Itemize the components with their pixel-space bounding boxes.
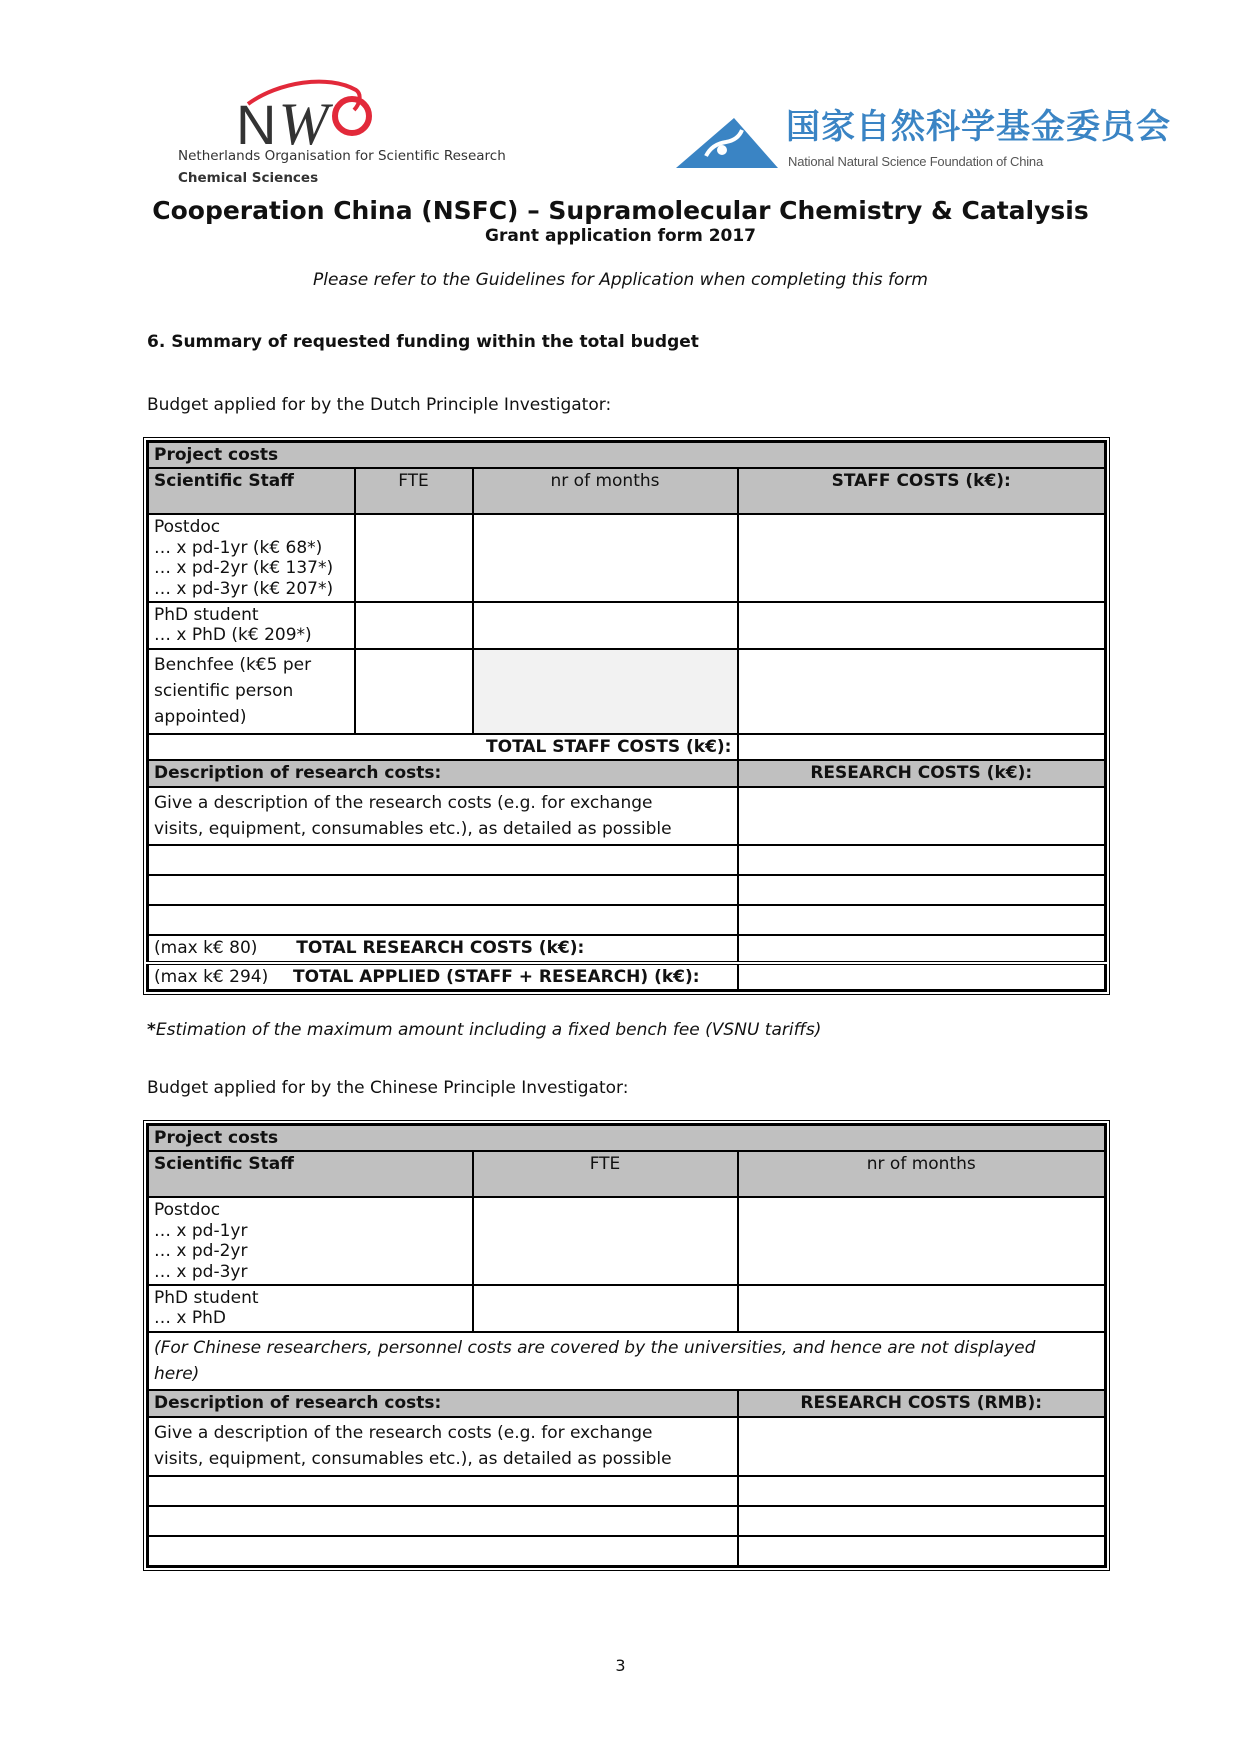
table-row-postdoc xyxy=(148,1197,1106,1285)
research-cost-field[interactable] xyxy=(738,1476,1106,1506)
research-row xyxy=(148,1506,1106,1536)
total-applied-max: (max k€ 294) xyxy=(154,966,269,987)
total-applied-field[interactable] xyxy=(738,963,1106,991)
total-staff-row xyxy=(148,734,1106,760)
staff-column-header-row xyxy=(148,468,1106,514)
research-row xyxy=(148,1476,1106,1506)
table-row-benchfee xyxy=(148,649,1106,734)
total-applied-row xyxy=(148,963,1106,991)
personnel-note-row xyxy=(148,1332,1106,1391)
research-description-header: Description of research costs: xyxy=(148,760,738,786)
research-cost-field[interactable] xyxy=(738,1417,1106,1476)
research-description-field[interactable] xyxy=(148,845,738,875)
total-research-label-cell xyxy=(148,935,738,962)
nsfc-chinese-name: 国家自然科学基金委员会 xyxy=(786,107,1171,147)
research-row xyxy=(148,875,1106,905)
postdoc-months-field[interactable] xyxy=(473,514,738,602)
dutch-budget-table-frame xyxy=(143,437,1110,995)
research-cost-field[interactable] xyxy=(738,875,1106,905)
research-cost-field[interactable] xyxy=(738,845,1106,875)
section-heading: 6. Summary of requested funding within the total budget xyxy=(147,332,699,352)
chinese-budget-intro: Budget applied for by the Chinese Principle Investigator: xyxy=(147,1078,629,1098)
row-label-phd: PhD student … x PhD xyxy=(148,1285,473,1332)
dutch-budget-intro: Budget applied for by the Dutch Principle Investigator: xyxy=(147,395,612,415)
column-header-scientific-staff: Scientific Staff xyxy=(148,468,355,514)
total-staff-label: TOTAL STAFF COSTS (k€): xyxy=(148,734,738,760)
research-costs-header: RESEARCH COSTS (k€): xyxy=(738,760,1106,786)
nwo-wordmark: NW xyxy=(236,94,372,154)
phd-months-field[interactable] xyxy=(473,602,738,649)
phd-fte-field[interactable] xyxy=(473,1285,738,1332)
postdoc-fte-field[interactable] xyxy=(473,1197,738,1285)
nwo-organisation-name: Netherlands Organisation for Scientific Research xyxy=(178,148,506,164)
phd-staff-costs-field[interactable] xyxy=(738,602,1106,649)
total-research-max: (max k€ 80) xyxy=(154,938,258,959)
research-row xyxy=(148,905,1106,935)
table-row-postdoc xyxy=(148,514,1106,602)
footnote: *Estimation of the maximum amount including a fixed bench fee (VSNU tariffs) xyxy=(147,1020,822,1040)
chinese-budget-table-frame xyxy=(143,1120,1110,1571)
postdoc-months-field[interactable] xyxy=(738,1197,1106,1285)
page-number: 3 xyxy=(615,1656,626,1675)
chinese-budget-table xyxy=(146,1123,1107,1568)
research-row xyxy=(148,1536,1106,1567)
research-row xyxy=(148,1417,1106,1476)
research-costs-header: RESEARCH COSTS (RMB): xyxy=(738,1390,1106,1416)
row-label-postdoc: Postdoc … x pd-1yr … x pd-2yr … x pd-3yr xyxy=(148,1197,473,1285)
research-cost-field[interactable] xyxy=(738,787,1106,846)
research-description-field[interactable] xyxy=(148,905,738,935)
research-description-field[interactable] xyxy=(148,1476,738,1506)
table-row-phd xyxy=(148,1285,1106,1332)
phd-fte-field[interactable] xyxy=(355,602,473,649)
project-costs-row xyxy=(148,1125,1106,1152)
nsfc-logo xyxy=(676,107,1171,178)
benchfee-fte-field[interactable] xyxy=(355,649,473,734)
project-costs-header: Project costs xyxy=(148,1125,1106,1152)
column-header-months: nr of months xyxy=(738,1151,1106,1197)
nwo-division-name: Chemical Sciences xyxy=(178,170,319,186)
nwo-logo xyxy=(176,72,516,192)
research-header-row xyxy=(148,1390,1106,1416)
column-header-scientific-staff: Scientific Staff xyxy=(148,1151,473,1197)
nwo-o-circle-icon xyxy=(332,96,372,136)
nsfc-english-name: National Natural Science Foundation of China xyxy=(788,154,1043,169)
dutch-budget-table xyxy=(146,440,1107,992)
research-description-field[interactable] xyxy=(148,1506,738,1536)
page-title: Cooperation China (NSFC) – Supramolecular Chemistry & Catalysis xyxy=(152,196,1089,225)
total-research-label: TOTAL RESEARCH COSTS (k€): xyxy=(296,938,585,959)
column-header-staff-costs: STAFF COSTS (k€): xyxy=(738,468,1106,514)
row-label-benchfee: Benchfee (k€5 per scientific person appointed) xyxy=(148,649,355,734)
benchfee-staff-costs-field[interactable] xyxy=(738,649,1106,734)
column-header-months: nr of months xyxy=(473,468,738,514)
postdoc-staff-costs-field[interactable] xyxy=(738,514,1106,602)
column-header-fte: FTE xyxy=(355,468,473,514)
research-header-row xyxy=(148,760,1106,786)
total-research-field[interactable] xyxy=(738,935,1106,962)
project-costs-header: Project costs xyxy=(148,442,1106,469)
guidance-note: Please refer to the Guidelines for Application when completing this form xyxy=(313,270,928,290)
total-applied-label-cell xyxy=(148,963,738,991)
postdoc-fte-field[interactable] xyxy=(355,514,473,602)
research-row xyxy=(148,845,1106,875)
research-cost-field[interactable] xyxy=(738,1506,1106,1536)
row-label-phd: PhD student … x PhD (k€ 209*) xyxy=(148,602,355,649)
research-cost-field[interactable] xyxy=(738,1536,1106,1567)
page-subtitle: Grant application form 2017 xyxy=(484,226,757,246)
phd-months-field[interactable] xyxy=(738,1285,1106,1332)
staff-column-header-row xyxy=(148,1151,1106,1197)
personnel-note: (For Chinese researchers, personnel costs are covered by the universities, and hence are not displayed here) xyxy=(148,1332,1106,1391)
column-header-fte: FTE xyxy=(473,1151,738,1197)
project-costs-row xyxy=(148,442,1106,469)
research-description-field[interactable] xyxy=(148,875,738,905)
research-description-field[interactable]: Give a description of the research costs (e.g. for exchange visits, equipment, consumables etc.), as detailed as possible xyxy=(148,787,738,846)
research-description-field[interactable] xyxy=(148,1536,738,1567)
research-cost-field[interactable] xyxy=(738,905,1106,935)
research-description-header: Description of research costs: xyxy=(148,1390,738,1416)
research-description-field[interactable]: Give a description of the research costs (e.g. for exchange visits, equipment, consumables etc.), as detailed as possible xyxy=(148,1417,738,1476)
table-row-phd xyxy=(148,602,1106,649)
total-research-row xyxy=(148,935,1106,962)
total-staff-field[interactable] xyxy=(738,734,1106,760)
benchfee-months-disabled-cell xyxy=(473,649,738,734)
nsfc-mountain-icon xyxy=(676,116,778,170)
row-label-postdoc: Postdoc … x pd-1yr (k€ 68*) … x pd-2yr (k€ 137*) … x pd-3yr (k€ 207*) xyxy=(148,514,355,602)
total-applied-label: TOTAL APPLIED (STAFF + RESEARCH) (k€): xyxy=(293,966,700,987)
research-row xyxy=(148,787,1106,846)
